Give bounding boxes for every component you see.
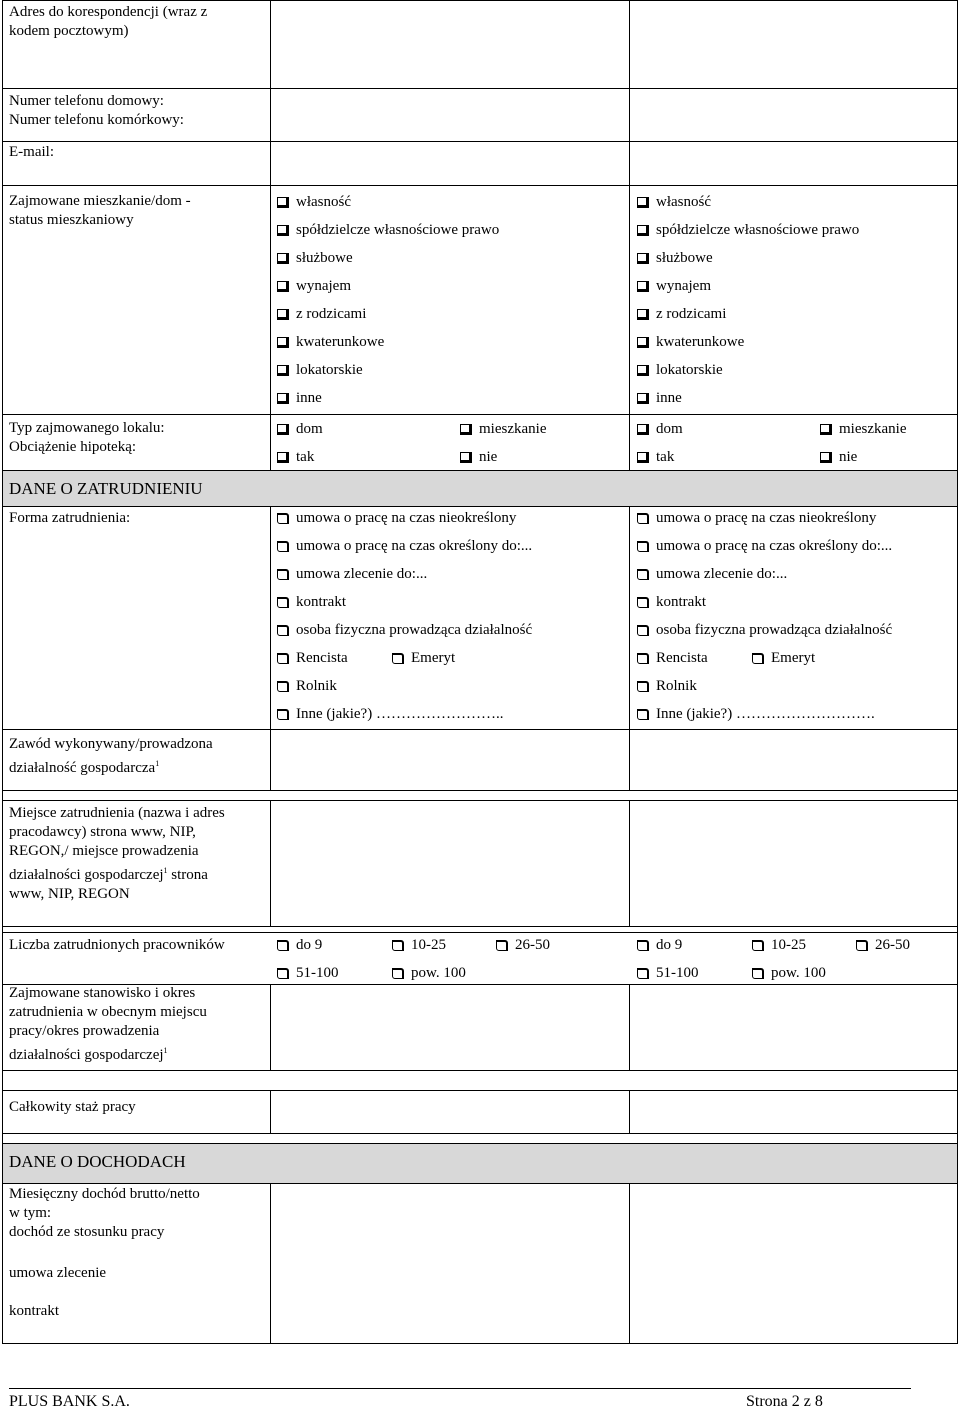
checkbox-icon[interactable]	[277, 281, 289, 292]
employment-option[interactable]: umowa o pracę na czas nieokreślony	[637, 509, 876, 527]
housing-option[interactable]: służbowe	[277, 249, 353, 267]
housing-option[interactable]: wynajem	[277, 277, 351, 295]
checkbox-icon[interactable]	[496, 940, 508, 951]
footer-company: PLUS BANK S.A.	[9, 1393, 130, 1410]
employees-option[interactable]: 51-100	[637, 964, 699, 982]
checkbox-icon[interactable]	[277, 225, 289, 236]
checkbox-icon[interactable]	[277, 309, 289, 320]
checkbox-icon[interactable]	[277, 968, 289, 979]
employment-option-emeryt[interactable]: Emeryt	[392, 649, 455, 667]
checkbox-icon[interactable]	[277, 365, 289, 376]
profession-field-left[interactable]	[271, 730, 629, 790]
employees-label: Liczba zatrudnionych pracowników	[9, 937, 225, 953]
seniority-label: Całkowity staż pracy	[9, 1099, 136, 1115]
employment-option[interactable]: umowa o pracę na czas określony do:...	[637, 537, 892, 555]
employees-option[interactable]: 10-25	[392, 936, 446, 954]
checkbox-icon[interactable]	[637, 597, 649, 608]
employees-option[interactable]: 10-25	[752, 936, 806, 954]
housing-option[interactable]: spółdzielcze własnościowe prawo	[637, 221, 859, 239]
type-option-mieszkanie[interactable]: mieszkanie	[460, 420, 546, 438]
housing-type-label: Typ zajmowanego lokalu: Obciążenie hipoteką:	[9, 420, 165, 455]
mortgage-option-tak[interactable]: tak	[637, 448, 674, 466]
checkbox-icon[interactable]	[637, 365, 649, 376]
employment-option-emeryt[interactable]: Emeryt	[752, 649, 815, 667]
employees-option[interactable]: pow. 100	[752, 964, 826, 982]
checkbox-icon[interactable]	[277, 940, 289, 951]
checkbox-icon[interactable]	[752, 940, 764, 951]
employment-option-inne[interactable]: Inne (jakie?) ……………………….	[637, 705, 875, 723]
checkbox-icon[interactable]	[820, 452, 832, 463]
employment-option[interactable]: umowa zlecenie do:...	[637, 565, 787, 583]
phone-label: Numer telefonu domowy: Numer telefonu komórkowy:	[9, 93, 184, 128]
employment-option[interactable]: kontrakt	[637, 593, 706, 611]
housing-option[interactable]: lokatorskie	[277, 361, 363, 379]
employment-option[interactable]: osoba fizyczna prowadząca działalność	[277, 621, 532, 639]
employment-option[interactable]: umowa o pracę na czas określony do:...	[277, 537, 532, 555]
mortgage-option-tak[interactable]: tak	[277, 448, 314, 466]
checkbox-icon[interactable]	[460, 452, 472, 463]
checkbox-icon[interactable]	[637, 424, 649, 435]
checkbox-icon[interactable]	[637, 653, 649, 664]
type-option-dom[interactable]: dom	[277, 420, 323, 438]
checkbox-icon[interactable]	[637, 940, 649, 951]
employment-option-rencista[interactable]: Rencista	[637, 649, 708, 667]
checkbox-icon[interactable]	[752, 968, 764, 979]
checkbox-icon[interactable]	[277, 569, 289, 580]
checkbox-icon[interactable]	[637, 281, 649, 292]
housing-option[interactable]: własność	[637, 193, 711, 211]
checkbox-icon[interactable]	[637, 569, 649, 580]
employment-option-inne[interactable]: Inne (jakie?) ……………………..	[277, 705, 503, 723]
employment-form-label: Forma zatrudnienia:	[9, 510, 131, 526]
email-label: E-mail:	[9, 144, 54, 160]
housing-option[interactable]: wynajem	[637, 277, 711, 295]
workplace-field-right[interactable]	[630, 801, 957, 926]
income-field-right[interactable]	[630, 1184, 957, 1343]
address-field[interactable]	[271, 1, 957, 88]
checkbox-icon[interactable]	[637, 253, 649, 264]
income-field-left[interactable]	[271, 1184, 629, 1343]
checkbox-icon[interactable]	[637, 541, 649, 552]
mandate-income-label: umowa zlecenie	[9, 1265, 107, 1281]
employment-option-rencista[interactable]: Rencista	[277, 649, 348, 667]
checkbox-icon[interactable]	[277, 393, 289, 404]
checkbox-icon[interactable]	[637, 709, 649, 720]
checkbox-icon[interactable]	[637, 225, 649, 236]
employment-option-rolnik[interactable]: Rolnik	[277, 677, 337, 695]
workplace-label: Miejsce zatrudnienia (nazwa i adres pracodawcy) strona www, NIP, REGON,/ miejsce prowadzenia działalności gospodarczej$^1$ strona www, NIP, REGON	[9, 805, 225, 902]
checkbox-icon[interactable]	[637, 452, 649, 463]
seniority-field-right[interactable]	[630, 1091, 957, 1133]
position-field-right[interactable]	[630, 985, 957, 1070]
address-label: Adres do korespondencji (wraz z kodem pocztowym)	[9, 4, 208, 39]
housing-option[interactable]: służbowe	[637, 249, 713, 267]
employment-option[interactable]: osoba fizyczna prowadząca działalność	[637, 621, 892, 639]
employment-option[interactable]: kontrakt	[277, 593, 346, 611]
checkbox-icon[interactable]	[752, 653, 764, 664]
employees-option[interactable]: 51-100	[277, 964, 339, 982]
housing-option[interactable]: z rodzicami	[637, 305, 726, 323]
checkbox-icon[interactable]	[277, 337, 289, 348]
position-field-left[interactable]	[271, 985, 629, 1070]
housing-option[interactable]: inne	[277, 389, 322, 407]
checkbox-icon[interactable]	[637, 309, 649, 320]
checkbox-icon[interactable]	[392, 653, 404, 664]
employees-option[interactable]: do 9	[277, 936, 322, 954]
checkbox-icon[interactable]	[277, 653, 289, 664]
checkbox-icon[interactable]	[277, 597, 289, 608]
monthly-income-label: Miesięczny dochód brutto/netto w tym: dochód ze stosunku pracy	[9, 1186, 200, 1240]
checkbox-icon[interactable]	[277, 541, 289, 552]
type-option-mieszkanie[interactable]: mieszkanie	[820, 420, 906, 438]
housing-option[interactable]: spółdzielcze własnościowe prawo	[277, 221, 499, 239]
profession-label: Zawód wykonywany/prowadzona działalność gospodarcza$^1$	[9, 736, 213, 776]
position-label: Zajmowane stanowisko i okres zatrudnienia w obecnym miejscu pracy/okres prowadzenia działalności gospodarczej$^1$	[9, 985, 207, 1063]
checkbox-icon[interactable]	[277, 681, 289, 692]
type-option-dom[interactable]: dom	[637, 420, 683, 438]
employees-option[interactable]: do 9	[637, 936, 682, 954]
employment-option[interactable]: umowa zlecenie do:...	[277, 565, 427, 583]
checkbox-icon[interactable]	[460, 424, 472, 435]
mortgage-option-nie[interactable]: nie	[460, 448, 497, 466]
checkbox-icon[interactable]	[856, 940, 868, 951]
checkbox-icon[interactable]	[637, 337, 649, 348]
profession-field-right[interactable]	[630, 730, 957, 790]
checkbox-icon[interactable]	[277, 625, 289, 636]
checkbox-icon[interactable]	[277, 424, 289, 435]
email-field[interactable]	[271, 142, 957, 185]
checkbox-icon[interactable]	[637, 513, 649, 524]
employment-option[interactable]: umowa o pracę na czas nieokreślony	[277, 509, 516, 527]
contract-income-label: kontrakt	[9, 1303, 59, 1319]
phone-field[interactable]	[271, 89, 957, 141]
employees-option[interactable]: pow. 100	[392, 964, 466, 982]
checkbox-icon[interactable]	[392, 940, 404, 951]
checkbox-icon[interactable]	[277, 513, 289, 524]
checkbox-icon[interactable]	[637, 197, 649, 208]
income-section-header: DANE O DOCHODACH	[3, 1144, 957, 1183]
checkbox-icon[interactable]	[820, 424, 832, 435]
checkbox-icon[interactable]	[637, 968, 649, 979]
checkbox-icon[interactable]	[637, 625, 649, 636]
housing-option[interactable]: inne	[637, 389, 682, 407]
checkbox-icon[interactable]	[392, 968, 404, 979]
employment-section-header: DANE O ZATRUDNIENIU	[3, 471, 957, 506]
mortgage-option-nie[interactable]: nie	[820, 448, 857, 466]
housing-status-label: Zajmowane mieszkanie/dom - status mieszkaniowy	[9, 193, 191, 228]
checkbox-icon[interactable]	[277, 253, 289, 264]
employment-option-rolnik[interactable]: Rolnik	[637, 677, 697, 695]
housing-option[interactable]: własność	[277, 193, 351, 211]
seniority-field-left[interactable]	[271, 1091, 629, 1133]
checkbox-icon[interactable]	[277, 197, 289, 208]
housing-option[interactable]: z rodzicami	[277, 305, 366, 323]
housing-option[interactable]: kwaterunkowe	[637, 333, 744, 351]
checkbox-icon[interactable]	[277, 709, 289, 720]
employees-option[interactable]: 26-50	[856, 936, 910, 954]
housing-option[interactable]: lokatorskie	[637, 361, 723, 379]
checkbox-icon[interactable]	[277, 452, 289, 463]
workplace-field-left[interactable]	[271, 801, 629, 926]
checkbox-icon[interactable]	[637, 393, 649, 404]
housing-option[interactable]: kwaterunkowe	[277, 333, 384, 351]
checkbox-icon[interactable]	[637, 681, 649, 692]
footer-page-number: Strona 2 z 8	[746, 1393, 823, 1410]
employees-option[interactable]: 26-50	[496, 936, 550, 954]
